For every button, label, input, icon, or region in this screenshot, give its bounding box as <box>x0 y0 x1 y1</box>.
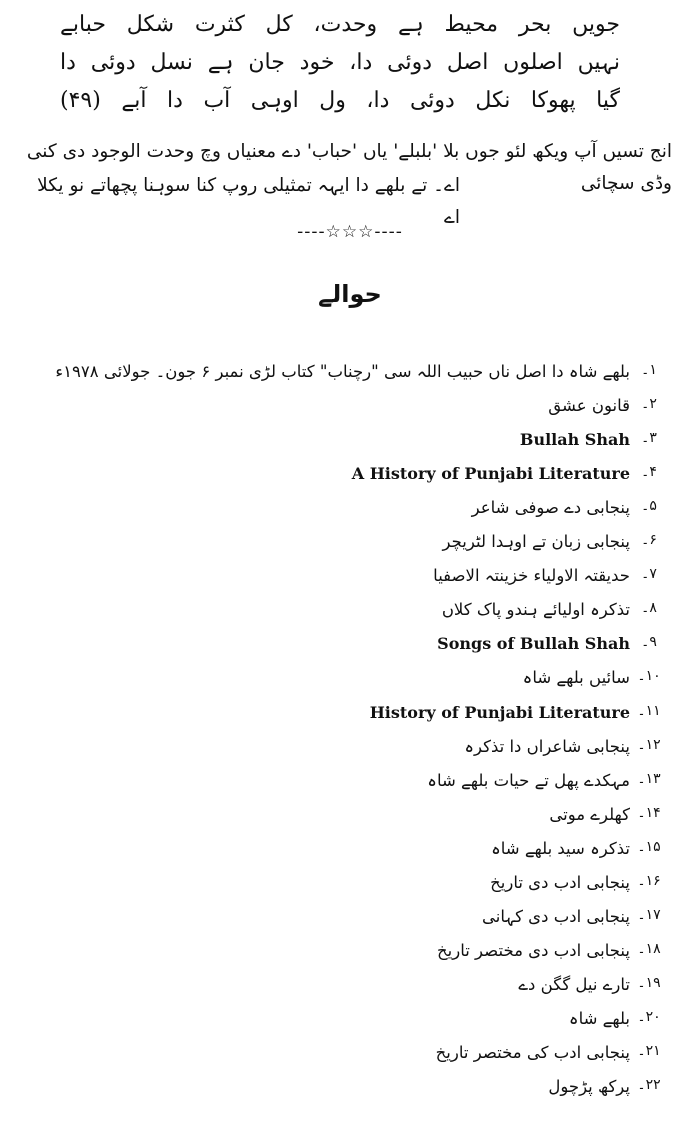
reference-title: پرکھ پڑچول <box>548 1077 630 1097</box>
reference-number: ۷۔ <box>641 566 657 583</box>
reference-item <box>0 634 700 668</box>
verse-line-2: نہیں اصلوں اصل دوئی دا، خود جان ہے نسل دوئی دا <box>60 50 620 75</box>
reference-item <box>0 975 700 1009</box>
reference-item <box>0 362 700 396</box>
reference-title: بلھے شاہ دا اصل ناں حبیب اللہ سی "رچناب" کتاب لڑی نمبر ۶ جون۔ جولائی ۱۹۷۸ء <box>55 362 630 381</box>
reference-item <box>0 805 700 839</box>
reference-number: ۱۔ <box>641 362 657 378</box>
reference-number: ۲۔ <box>641 396 657 413</box>
reference-title: پنجابی ادب دی تاریخ <box>490 872 630 892</box>
reference-title: Songs of Bullah Shah <box>437 634 630 654</box>
reference-item <box>0 1043 700 1077</box>
paragraph-line-1: انج تسیں آپ ویکھ لئو جوں بلا 'بلبلے' یاں 'حباب' دے معنیاں وچ وحدت الوجود دی کنی وڈی سچائی <box>26 141 672 194</box>
reference-title: تذکرہ سید بلھے شاہ <box>491 838 630 858</box>
reference-title: مہکدے پھل تے حیات بلھے شاہ <box>427 770 630 790</box>
reference-item <box>0 873 700 907</box>
reference-title: A History of Punjabi Literature <box>351 464 630 484</box>
reference-number: ۸۔ <box>641 600 657 617</box>
reference-item <box>0 737 700 771</box>
reference-number: ۱۶۔ <box>637 872 661 889</box>
reference-title: پنجابی دے صوفی شاعر <box>471 498 630 518</box>
reference-item <box>0 703 700 737</box>
verse-line-3: گیا پھوکا نکل دوئی دا، ول اوہی آب دا آبے (۴۹) <box>60 88 620 113</box>
reference-number: ۵۔ <box>641 498 657 515</box>
reference-title: تذکرہ اولیائے ہندو پاک کلاں <box>441 600 630 620</box>
reference-number: ۱۵۔ <box>637 838 661 855</box>
reference-item <box>0 1077 700 1111</box>
reference-number: ۲۲۔ <box>637 1077 661 1094</box>
reference-item <box>0 839 700 873</box>
reference-item <box>0 464 700 498</box>
reference-title: پنجابی ادب دی مختصر تاریخ <box>436 940 630 960</box>
reference-number: ۱۷۔ <box>637 906 661 923</box>
reference-item <box>0 668 700 702</box>
reference-title: History of Punjabi Literature <box>369 702 630 722</box>
reference-item <box>0 1009 700 1043</box>
reference-item <box>0 600 700 634</box>
reference-number: ۱۹۔ <box>637 974 661 991</box>
references-heading: حوالے <box>318 280 382 308</box>
paragraph-line-2: اے۔ تے بلھے دا ایہہ تمثیلی روپ کنا سوہنا پچھاتے نو یکلا اے <box>37 175 460 228</box>
reference-item <box>0 532 700 566</box>
reference-number: ۹۔ <box>641 634 657 651</box>
reference-title: پنجابی زبان تے اوہدا لٹریچر <box>442 532 630 552</box>
reference-title: پنجابی ادب کی مختصر تاریخ <box>435 1043 630 1062</box>
reference-title: قانون عشق <box>548 396 630 416</box>
reference-number: ۶۔ <box>641 532 657 549</box>
reference-title: سائیں بلھے شاہ <box>522 668 630 688</box>
reference-number: ۱۳۔ <box>637 770 661 787</box>
reference-number: ۱۱۔ <box>637 702 661 719</box>
reference-item <box>0 396 700 430</box>
reference-title: بلھے شاہ <box>568 1008 630 1028</box>
reference-item <box>0 941 700 975</box>
reference-item <box>0 566 700 600</box>
reference-number: ۳۔ <box>641 430 657 447</box>
reference-item <box>0 907 700 941</box>
reference-item <box>0 771 700 805</box>
reference-title: کھلرے موتی <box>549 804 630 824</box>
reference-number: ۱۸۔ <box>637 940 661 957</box>
reference-title: تارے نیل گگن دے <box>518 974 630 994</box>
reference-title: پنجابی شاعراں دا تذکرہ <box>464 736 630 756</box>
reference-title: حدیقتہ الاولیاء خزینتہ الاصفیا <box>433 566 630 586</box>
reference-number: ۴۔ <box>641 464 657 481</box>
reference-number: ۱۰۔ <box>637 668 661 685</box>
verse-line-1: جویں بحر محیط ہے وحدت، کل کثرت شکل حبابے <box>60 12 620 37</box>
reference-item <box>0 430 700 464</box>
reference-number: ۲۰۔ <box>637 1008 661 1025</box>
section-divider: ----☆☆☆---- <box>297 222 403 242</box>
reference-title: Bullah Shah <box>519 430 630 450</box>
reference-item <box>0 498 700 532</box>
reference-title: پنجابی ادب دی کہانی <box>482 906 630 926</box>
reference-number: ۱۲۔ <box>637 736 661 753</box>
reference-number: ۱۴۔ <box>637 804 661 821</box>
reference-number: ۲۱۔ <box>637 1043 661 1059</box>
